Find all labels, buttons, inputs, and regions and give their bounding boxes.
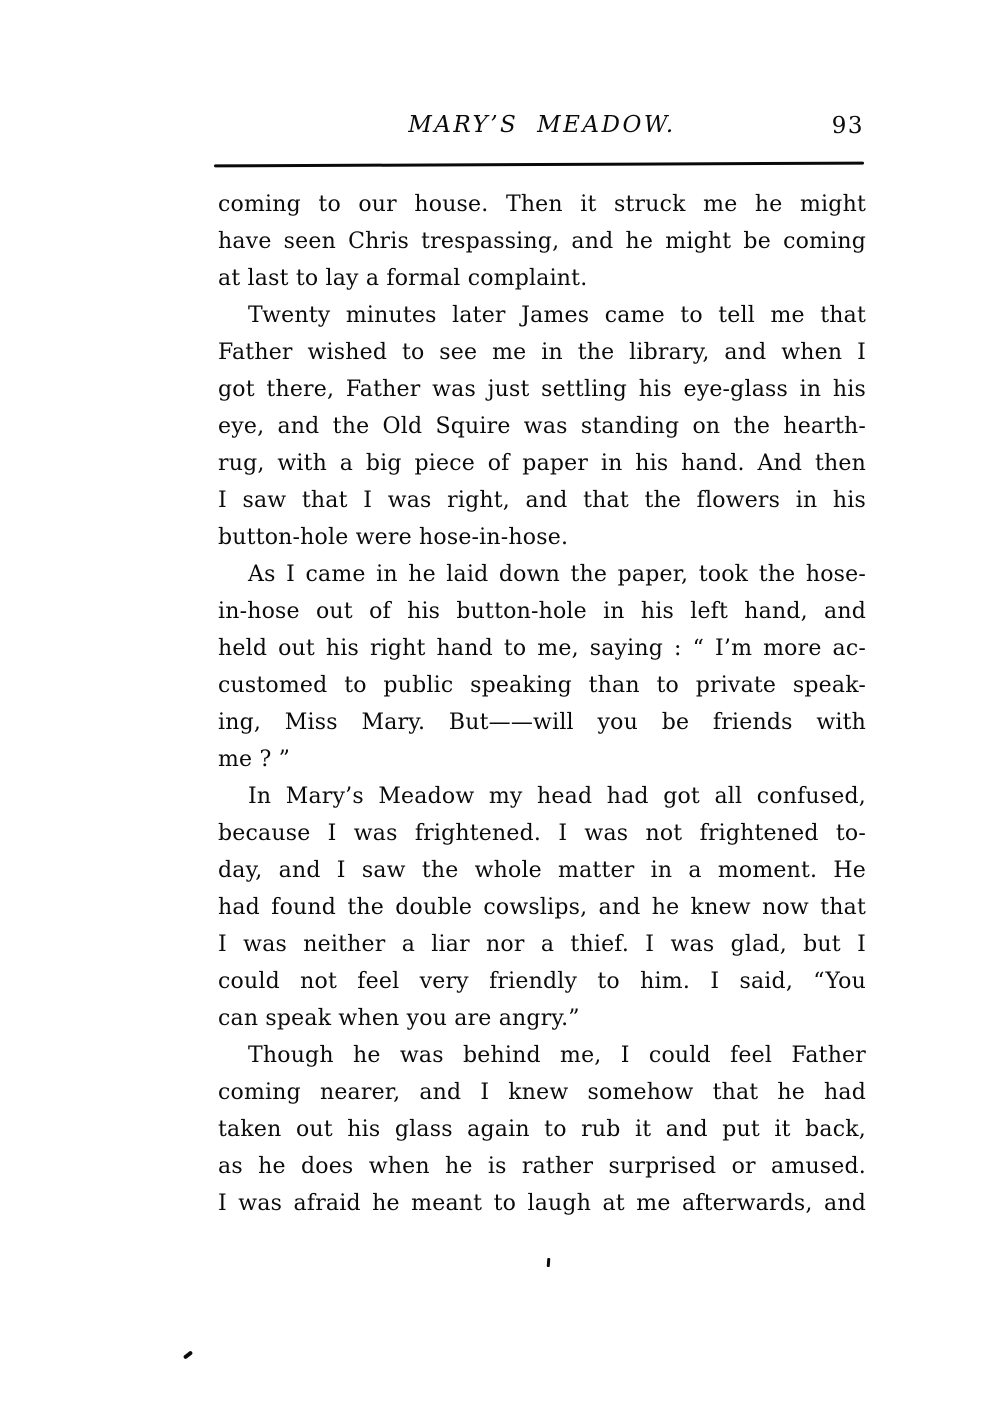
text-line: in-hose out of his button-hole in his left hand, and [218,599,866,624]
text-line: at last to lay a formal complaint. [218,266,588,291]
text-line: held out his right hand to me, saying : “ I’m more ac- [218,636,866,661]
text-line: can speak when you are angry.” [218,1006,580,1031]
text-line: me ? ” [218,747,291,772]
page-number: 93 [831,113,864,139]
text-line: coming nearer, and I knew somehow that he had [218,1080,866,1105]
page-header [218,112,866,148]
paragraph [218,778,866,1037]
text-line: rug, with a big piece of paper in his hand. And then [218,451,866,476]
text-line: Though he was behind me, I could feel Father [248,1043,866,1068]
text-line: because I was frightened. I was not frightened to- [218,821,866,846]
text-line: Father wished to see me in the library, and when I [218,340,866,365]
text-line: Twenty minutes later James came to tell me that [248,303,866,328]
text-line: as he does when he is rather surprised or amused. [218,1154,866,1179]
text-line: button-hole were hose-in-hose. [218,525,569,550]
text-line: I was neither a liar nor a thief. I was glad, but I [218,932,866,957]
running-title: MARY’S MEADOW. [408,112,676,138]
text-line: got there, Father was just settling his eye-glass in his [218,377,866,402]
text-line: taken out his glass again to rub it and put it back, [218,1117,866,1142]
text-line: I was afraid he meant to laugh at me afterwards, and [218,1191,866,1216]
page-body [218,186,866,1222]
paragraph [218,1037,866,1222]
text-line: have seen Chris trespassing, and he might be coming [218,229,866,254]
text-line: ing, Miss Mary. But——will you be friends with [218,710,866,735]
ink-speck [547,1258,551,1267]
text-line: customed to public speaking than to private speak- [218,673,866,698]
paragraph [218,186,866,297]
text-line: could not feel very friendly to him. I said, “You [218,969,866,994]
text-line: In Mary’s Meadow my head had got all confused, [248,784,866,809]
paragraph [218,556,866,778]
text-line: coming to our house. Then it struck me he might [218,192,866,217]
header-rule-divider [214,162,864,168]
text-line: eye, and the Old Squire was standing on the hearth- [218,414,866,439]
ink-speck [183,1350,193,1359]
text-line: I saw that I was right, and that the flowers in his [218,488,866,513]
text-line: had found the double cowslips, and he knew now that [218,895,866,920]
text-line: As I came in he laid down the paper, took the hose- [248,562,866,587]
text-line: day, and I saw the whole matter in a moment. He [218,858,866,883]
paragraph [218,297,866,556]
